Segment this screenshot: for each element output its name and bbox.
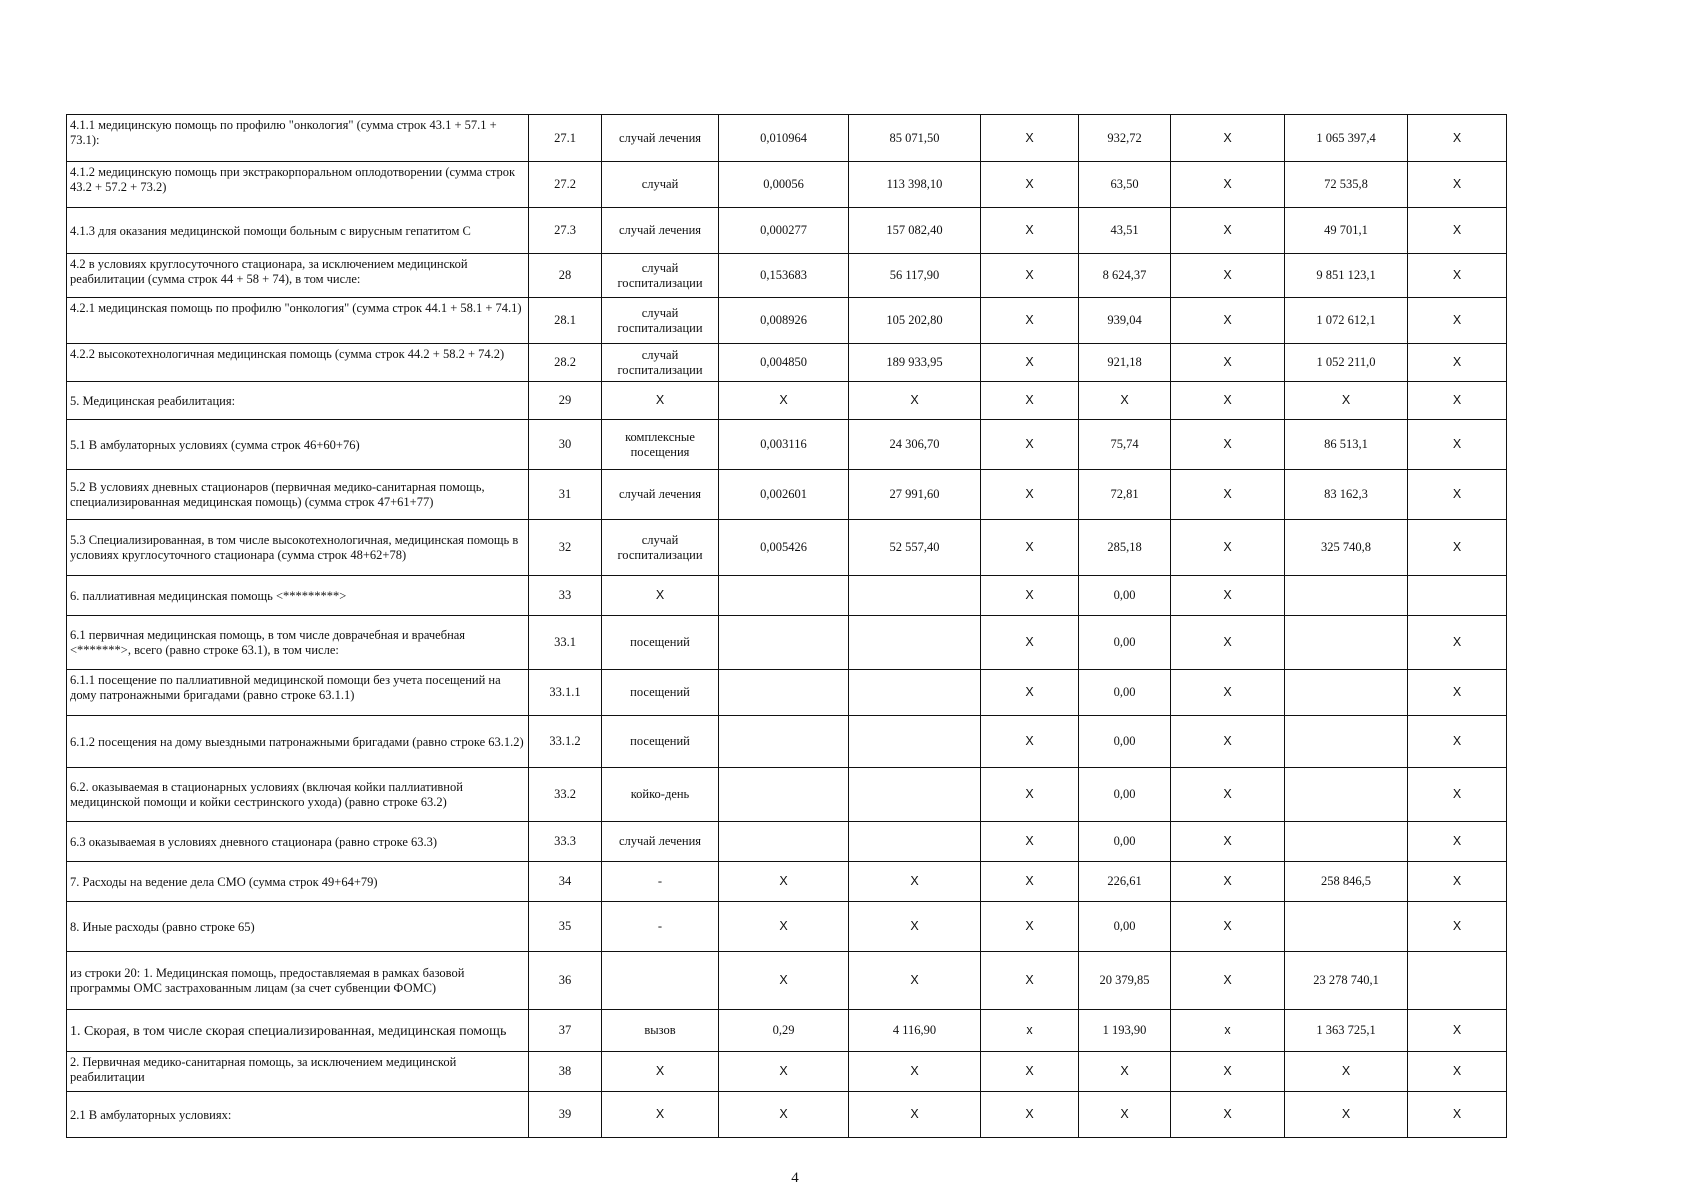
value-cell: X (1171, 208, 1285, 254)
row-number-cell: 33 (529, 576, 602, 616)
value-cell: X (1408, 716, 1507, 768)
norm-cell: 0,010964 (719, 115, 849, 162)
norm-cell: 0,002601 (719, 470, 849, 520)
cost-cell (849, 822, 981, 862)
value-cell (1285, 822, 1408, 862)
unit-cell: - (602, 902, 719, 952)
value-cell: X (981, 952, 1079, 1010)
value-cell: 258 846,5 (1285, 862, 1408, 902)
table-row (67, 902, 1507, 952)
cost-cell (849, 768, 981, 822)
value-cell: X (1285, 1052, 1408, 1092)
value-cell: 49 701,1 (1285, 208, 1408, 254)
value-cell: X (1408, 382, 1507, 420)
cost-cell: X (849, 1092, 981, 1138)
row-number-cell: 27.1 (529, 115, 602, 162)
value-cell: 0,00 (1079, 716, 1171, 768)
row-number-cell: 35 (529, 902, 602, 952)
value-cell: X (1408, 344, 1507, 382)
value-cell: X (1171, 162, 1285, 208)
row-name-cell: 5.2 В условиях дневных стационаров (первичная медико-санитарная помощь, специализированная медицинская помощь) (сумма строк 47+61+77) (67, 470, 529, 520)
row-name-cell: 4.1.2 медицинскую помощь при экстракорпоральном оплодотворении (сумма строк 43.2 + 57.2 + 73.2) (67, 162, 529, 208)
unit-cell: посещений (602, 670, 719, 716)
value-cell: 325 740,8 (1285, 520, 1408, 576)
table-row (67, 115, 1507, 162)
table-row (67, 716, 1507, 768)
value-cell: X (1408, 298, 1507, 344)
unit-cell: X (602, 1092, 719, 1138)
norm-cell: 0,153683 (719, 254, 849, 298)
cost-cell: 27 991,60 (849, 470, 981, 520)
unit-cell: случай госпитализации (602, 344, 719, 382)
value-cell: X (1171, 382, 1285, 420)
value-cell: X (1408, 115, 1507, 162)
value-cell: 75,74 (1079, 420, 1171, 470)
row-name-cell: 5.1 В амбулаторных условиях (сумма строк 46+60+76) (67, 420, 529, 470)
row-number-cell: 33.3 (529, 822, 602, 862)
unit-cell: случай лечения (602, 115, 719, 162)
row-number-cell: 29 (529, 382, 602, 420)
value-cell: 0,00 (1079, 616, 1171, 670)
row-name-cell: 5.3 Специализированная, в том числе высокотехнологичная, медицинская помощь в условиях круглосуточного стационара (сумма строк 48+62+78) (67, 520, 529, 576)
value-cell (1285, 716, 1408, 768)
unit-cell: случай лечения (602, 822, 719, 862)
value-cell: X (1171, 1052, 1285, 1092)
value-cell: X (1171, 902, 1285, 952)
cost-cell (849, 716, 981, 768)
norm-cell: 0,003116 (719, 420, 849, 470)
value-cell: X (981, 902, 1079, 952)
norm-cell: 0,004850 (719, 344, 849, 382)
value-cell: X (1285, 1092, 1408, 1138)
row-number-cell: 27.2 (529, 162, 602, 208)
cost-cell (849, 670, 981, 716)
value-cell: X (1408, 470, 1507, 520)
row-number-cell: 34 (529, 862, 602, 902)
value-cell: X (1408, 420, 1507, 470)
value-cell: X (1408, 254, 1507, 298)
cost-cell: 56 117,90 (849, 254, 981, 298)
cost-cell: X (849, 902, 981, 952)
row-name-cell: 4.1.3 для оказания медицинской помощи больным с вирусным гепатитом С (67, 208, 529, 254)
cost-cell (849, 576, 981, 616)
value-cell: 1 193,90 (1079, 1010, 1171, 1052)
value-cell: 43,51 (1079, 208, 1171, 254)
value-cell: X (1408, 162, 1507, 208)
row-name-cell: 4.2 в условиях круглосуточного стационара, за исключением медицинской реабилитации (сумма строк 44 + 58 + 74), в том числе: (67, 254, 529, 298)
value-cell: 83 162,3 (1285, 470, 1408, 520)
row-number-cell: 33.2 (529, 768, 602, 822)
value-cell: X (981, 344, 1079, 382)
table-row (67, 1010, 1507, 1052)
norm-cell (719, 670, 849, 716)
value-cell: X (1171, 254, 1285, 298)
value-cell: X (981, 1052, 1079, 1092)
table-row (67, 862, 1507, 902)
unit-cell: случай лечения (602, 208, 719, 254)
table-row (67, 822, 1507, 862)
norm-cell: 0,000277 (719, 208, 849, 254)
row-number-cell: 28.2 (529, 344, 602, 382)
cost-cell: 85 071,50 (849, 115, 981, 162)
value-cell (1408, 952, 1507, 1010)
table-row (67, 254, 1507, 298)
value-cell: 23 278 740,1 (1285, 952, 1408, 1010)
value-cell: X (1408, 822, 1507, 862)
unit-cell: X (602, 576, 719, 616)
unit-cell: вызов (602, 1010, 719, 1052)
value-cell: X (1171, 576, 1285, 616)
value-cell: X (1408, 902, 1507, 952)
value-cell: 226,61 (1079, 862, 1171, 902)
value-cell: X (981, 616, 1079, 670)
value-cell: X (1171, 670, 1285, 716)
value-cell: X (981, 1092, 1079, 1138)
table-row (67, 298, 1507, 344)
cost-cell: 24 306,70 (849, 420, 981, 470)
value-cell: X (981, 520, 1079, 576)
value-cell: X (1408, 1092, 1507, 1138)
value-cell: 932,72 (1079, 115, 1171, 162)
unit-cell: комплексные посещения (602, 420, 719, 470)
value-cell: X (1079, 1092, 1171, 1138)
norm-cell: X (719, 382, 849, 420)
value-cell: 1 363 725,1 (1285, 1010, 1408, 1052)
value-cell: 86 513,1 (1285, 420, 1408, 470)
table-row (67, 1052, 1507, 1092)
value-cell: X (1408, 616, 1507, 670)
cost-cell: X (849, 952, 981, 1010)
value-cell: 0,00 (1079, 768, 1171, 822)
value-cell: X (1408, 1052, 1507, 1092)
table-row (67, 768, 1507, 822)
value-cell: X (1408, 1010, 1507, 1052)
row-number-cell: 33.1.2 (529, 716, 602, 768)
value-cell: X (981, 822, 1079, 862)
value-cell (1285, 768, 1408, 822)
row-name-cell: 7. Расходы на ведение дела СМО (сумма строк 49+64+79) (67, 862, 529, 902)
table-row (67, 520, 1507, 576)
row-name-cell: 6.1 первичная медицинская помощь, в том числе доврачебная и врачебная <*******>, всего (равно строке 63.1), в том числе: (67, 616, 529, 670)
norm-cell: 0,008926 (719, 298, 849, 344)
value-cell: X (1171, 115, 1285, 162)
cost-cell: 52 557,40 (849, 520, 981, 576)
unit-cell: случай (602, 162, 719, 208)
value-cell: x (981, 1010, 1079, 1052)
row-number-cell: 38 (529, 1052, 602, 1092)
table-row (67, 420, 1507, 470)
unit-cell: койко-день (602, 768, 719, 822)
value-cell: X (1171, 520, 1285, 576)
unit-cell (602, 952, 719, 1010)
table-row (67, 382, 1507, 420)
row-name-cell: 4.1.1 медицинскую помощь по профилю "онкология" (сумма строк 43.1 + 57.1 + 73.1): (67, 115, 529, 162)
cost-cell (849, 616, 981, 670)
value-cell: X (981, 862, 1079, 902)
value-cell: 8 624,37 (1079, 254, 1171, 298)
norm-cell: X (719, 862, 849, 902)
row-number-cell: 28.1 (529, 298, 602, 344)
unit-cell: X (602, 382, 719, 420)
value-cell: 20 379,85 (1079, 952, 1171, 1010)
value-cell: X (1171, 298, 1285, 344)
norm-cell (719, 576, 849, 616)
value-cell: 921,18 (1079, 344, 1171, 382)
row-name-cell: 6.2. оказываемая в стационарных условиях (включая койки паллиативной медицинской помощи и койки сестринского ухода) (равно строке 63.2) (67, 768, 529, 822)
unit-cell: случай госпитализации (602, 298, 719, 344)
value-cell: 0,00 (1079, 670, 1171, 716)
value-cell: X (981, 115, 1079, 162)
value-cell: X (1408, 670, 1507, 716)
row-name-cell: 6.1.2 посещения на дому выездными патронажными бригадами (равно строке 63.1.2) (67, 716, 529, 768)
row-number-cell: 31 (529, 470, 602, 520)
norm-cell: 0,29 (719, 1010, 849, 1052)
cost-cell: 189 933,95 (849, 344, 981, 382)
value-cell: X (1285, 382, 1408, 420)
row-number-cell: 33.1.1 (529, 670, 602, 716)
financing-table (66, 114, 1507, 1138)
table-row (67, 470, 1507, 520)
value-cell: X (981, 420, 1079, 470)
table-row (67, 616, 1507, 670)
unit-cell: - (602, 862, 719, 902)
unit-cell: X (602, 1052, 719, 1092)
value-cell: X (1171, 616, 1285, 670)
cost-cell: 4 116,90 (849, 1010, 981, 1052)
unit-cell: случай госпитализации (602, 254, 719, 298)
table-row (67, 344, 1507, 382)
value-cell: X (981, 162, 1079, 208)
value-cell: X (1408, 862, 1507, 902)
value-cell: 72 535,8 (1285, 162, 1408, 208)
value-cell: X (1171, 768, 1285, 822)
row-name-cell: 6. паллиативная медицинская помощь <*********> (67, 576, 529, 616)
norm-cell: X (719, 952, 849, 1010)
value-cell (1285, 616, 1408, 670)
unit-cell: случай лечения (602, 470, 719, 520)
value-cell: X (1171, 716, 1285, 768)
value-cell: 939,04 (1079, 298, 1171, 344)
value-cell: X (981, 382, 1079, 420)
value-cell: 72,81 (1079, 470, 1171, 520)
row-number-cell: 36 (529, 952, 602, 1010)
value-cell: X (981, 208, 1079, 254)
unit-cell: посещений (602, 616, 719, 670)
table-row (67, 208, 1507, 254)
value-cell: X (1171, 470, 1285, 520)
value-cell: X (981, 768, 1079, 822)
value-cell: X (981, 670, 1079, 716)
value-cell: 1 052 211,0 (1285, 344, 1408, 382)
value-cell: X (1408, 768, 1507, 822)
value-cell (1285, 902, 1408, 952)
row-name-cell: 8. Иные расходы (равно строке 65) (67, 902, 529, 952)
norm-cell (719, 616, 849, 670)
unit-cell: случай госпитализации (602, 520, 719, 576)
norm-cell (719, 768, 849, 822)
value-cell: X (981, 254, 1079, 298)
cost-cell: 113 398,10 (849, 162, 981, 208)
row-number-cell: 28 (529, 254, 602, 298)
row-name-cell: 4.2.1 медицинская помощь по профилю "онкология" (сумма строк 44.1 + 58.1 + 74.1) (67, 298, 529, 344)
row-name-cell: 4.2.2 высокотехнологичная медицинская помощь (сумма строк 44.2 + 58.2 + 74.2) (67, 344, 529, 382)
norm-cell: 0,005426 (719, 520, 849, 576)
value-cell: X (1171, 1092, 1285, 1138)
cost-cell: X (849, 862, 981, 902)
value-cell (1408, 576, 1507, 616)
row-number-cell: 32 (529, 520, 602, 576)
value-cell: X (1408, 208, 1507, 254)
value-cell: 1 065 397,4 (1285, 115, 1408, 162)
value-cell: X (1171, 420, 1285, 470)
value-cell (1285, 670, 1408, 716)
value-cell: X (1079, 382, 1171, 420)
row-name-cell: 2. Первичная медико-санитарная помощь, за исключением медицинской реабилитации (67, 1052, 529, 1092)
row-name-cell: 6.1.1 посещение по паллиативной медицинской помощи без учета посещений на дому патронажными бригадами (равно строке 63.1.1) (67, 670, 529, 716)
value-cell: X (1408, 520, 1507, 576)
unit-cell: посещений (602, 716, 719, 768)
table-row (67, 1092, 1507, 1138)
row-name-cell: 6.3 оказываемая в условиях дневного стационара (равно строке 63.3) (67, 822, 529, 862)
norm-cell: 0,00056 (719, 162, 849, 208)
value-cell: 1 072 612,1 (1285, 298, 1408, 344)
norm-cell: X (719, 1052, 849, 1092)
value-cell: 9 851 123,1 (1285, 254, 1408, 298)
page-number: 4 (791, 1170, 799, 1186)
cost-cell: 157 082,40 (849, 208, 981, 254)
row-number-cell: 27.3 (529, 208, 602, 254)
row-number-cell: 39 (529, 1092, 602, 1138)
value-cell: 63,50 (1079, 162, 1171, 208)
table-row (67, 162, 1507, 208)
table-row (67, 670, 1507, 716)
value-cell: 0,00 (1079, 576, 1171, 616)
norm-cell (719, 716, 849, 768)
row-number-cell: 33.1 (529, 616, 602, 670)
row-name-cell: 5. Медицинская реабилитация: (67, 382, 529, 420)
cost-cell: X (849, 382, 981, 420)
norm-cell: X (719, 1092, 849, 1138)
value-cell (1285, 576, 1408, 616)
row-number-cell: 37 (529, 1010, 602, 1052)
norm-cell: X (719, 902, 849, 952)
value-cell: X (1171, 344, 1285, 382)
value-cell: X (1171, 862, 1285, 902)
value-cell: X (981, 470, 1079, 520)
row-name-cell: 1. Скорая, в том числе скорая специализированная, медицинская помощь (67, 1010, 529, 1052)
value-cell: x (1171, 1010, 1285, 1052)
value-cell: X (1079, 1052, 1171, 1092)
value-cell: X (981, 716, 1079, 768)
value-cell: X (981, 576, 1079, 616)
row-name-cell: из строки 20: 1. Медицинская помощь, предоставляемая в рамках базовой программы ОМС застрахованным лицам (за счет субвенции ФОМС) (67, 952, 529, 1010)
value-cell: 0,00 (1079, 822, 1171, 862)
row-name-cell: 2.1 В амбулаторных условиях: (67, 1092, 529, 1138)
norm-cell (719, 822, 849, 862)
value-cell: X (981, 298, 1079, 344)
value-cell: 0,00 (1079, 902, 1171, 952)
cost-cell: 105 202,80 (849, 298, 981, 344)
value-cell: 285,18 (1079, 520, 1171, 576)
value-cell: X (1171, 822, 1285, 862)
row-number-cell: 30 (529, 420, 602, 470)
cost-cell: X (849, 1052, 981, 1092)
table-row (67, 576, 1507, 616)
table-row (67, 952, 1507, 1010)
value-cell: X (1171, 952, 1285, 1010)
